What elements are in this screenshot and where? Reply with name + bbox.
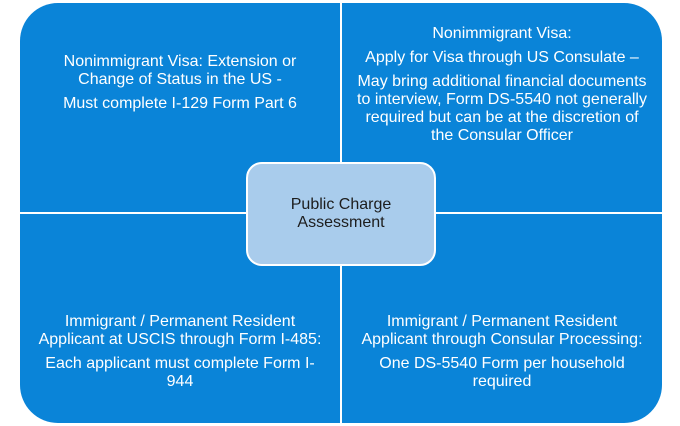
quadrant-detail: One DS-5540 Form per household required xyxy=(379,355,625,390)
center-node-label: Public Charge Assessment xyxy=(290,196,392,231)
quadrant-heading: Immigrant / Permanent Resident Applicant through Consular Processing: xyxy=(361,313,643,348)
quadrant-heading: Nonimmigrant Visa: xyxy=(432,25,572,42)
public-charge-diagram xyxy=(20,3,662,423)
quadrant-heading: Immigrant / Permanent Resident Applicant at USCIS through Form I-485: xyxy=(38,313,322,348)
quadrant-detail: May bring additional financial documents to interview, Form DS-5540 not generally required but can be at the discretion of the Consular Officer xyxy=(357,73,647,144)
center-node-public-charge xyxy=(246,162,436,266)
quadrant-heading: Nonimmigrant Visa: Extension or Change of Status in the US - xyxy=(63,53,297,88)
quadrant-detail: Must complete I-129 Form Part 6 xyxy=(63,95,297,112)
quadrant-subheading: Apply for Visa through US Consulate – xyxy=(365,49,639,66)
quadrant-detail: Each applicant must complete Form I-944 xyxy=(45,355,315,390)
